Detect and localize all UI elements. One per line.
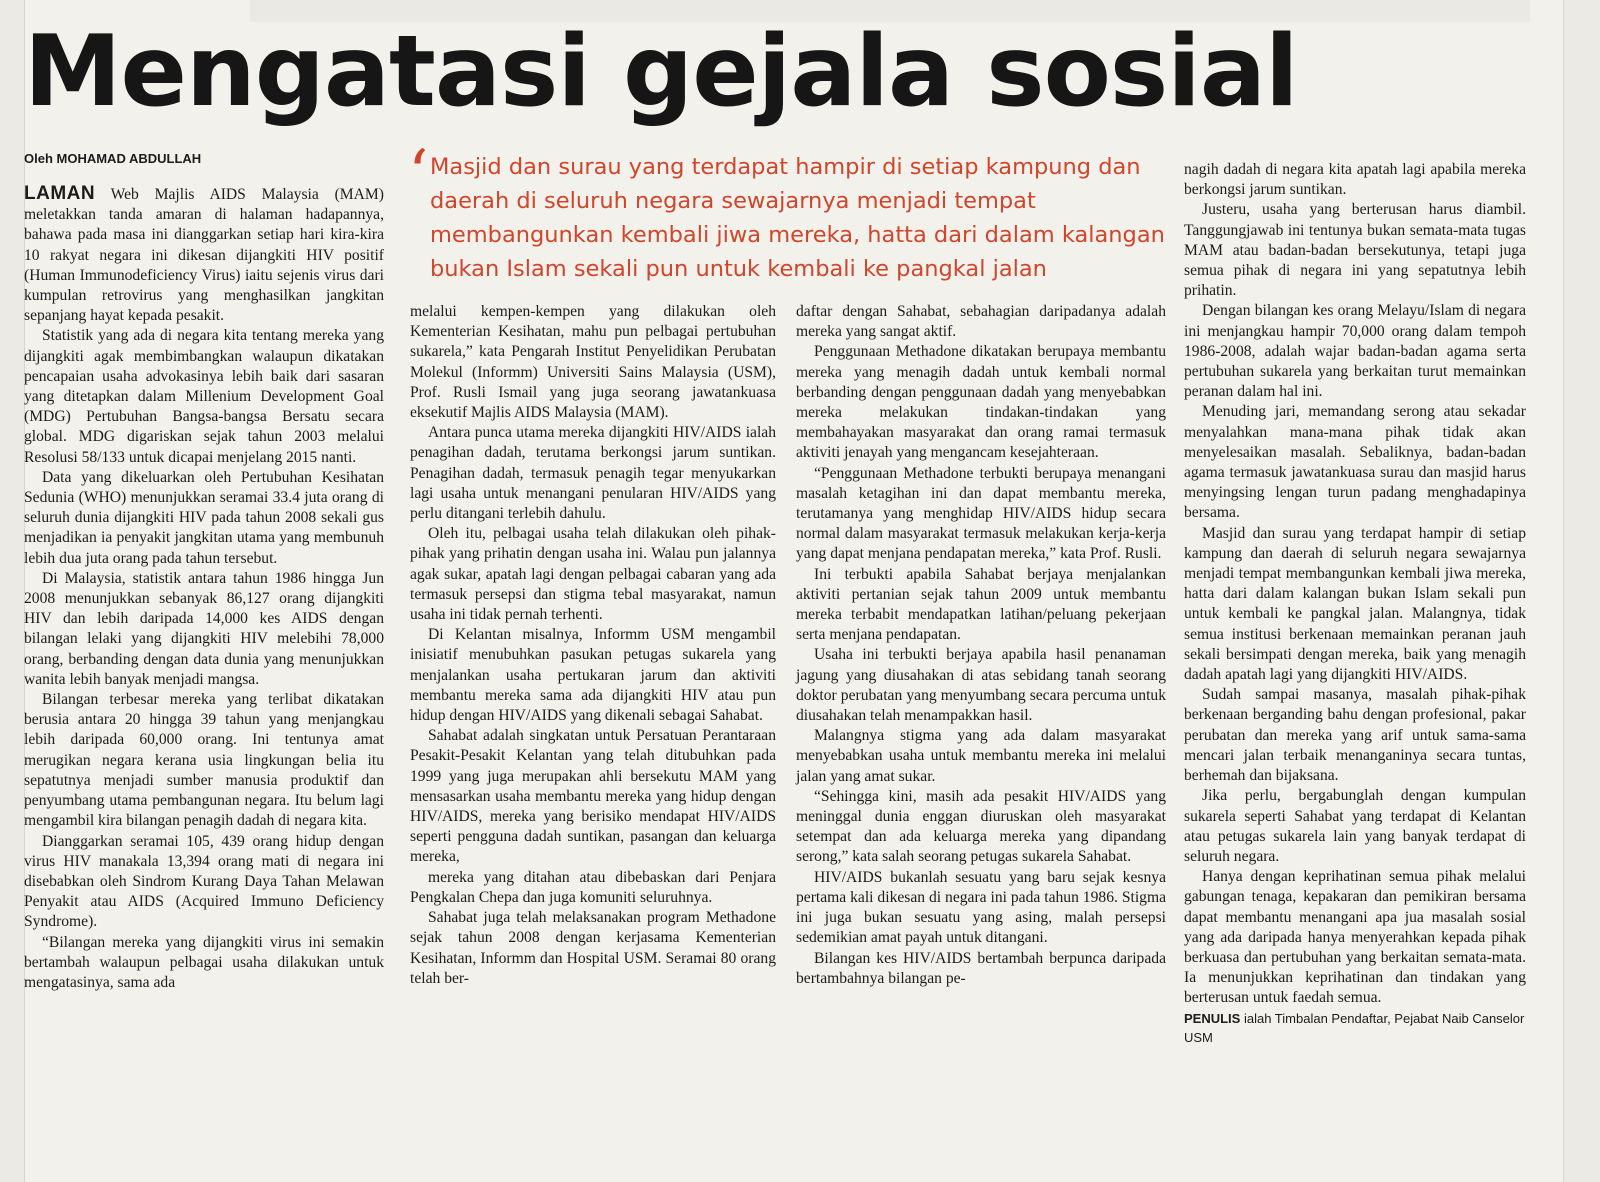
paragraph: “Sehingga kini, masih ada pesakit HIV/AIDS yang meninggal dunia enggan diuruskan oleh masyarakat setempat dan ada keluarga mereka yang dipandang serong,” kata salah seorang petugas sukarela Sahabat. (796, 787, 1166, 866)
paragraph: Penggunaan Methadone dikatakan berupaya membantu mereka yang menagih dadah untuk kembali normal berbanding dengan penggunaan dadah yang menyebabkan mereka melakukan tindakan-tindakan yang membahayakan masyarakat dan orang ramai termasuk aktiviti jenayah yang mengancam kesejahteraan. (796, 343, 1166, 462)
paragraph: nagih dadah di negara kita apatah lagi apabila mereka berkongsi jarum suntikan. (1184, 161, 1526, 199)
article-column-3 (796, 302, 1166, 989)
writer-note-text: ialah Timbalan Pendaftar, Pejabat Naib Canselor USM (1184, 1010, 1525, 1045)
paragraph: Statistik yang ada di negara kita tentang mereka yang dijangkiti agak membimbangkan walaupun dikatakan pencapaian usaha advokasinya lebih baik dari sasaran yang ditetapkan dalam Millenium Development Goal (MDG) Pertubuhan Bangsa-bangsa Bersatu secara global. MDG digariskan sejak tahun 2003 melalui Resolusi 58/133 untuk dicapai menjelang 2015 nanti. (24, 327, 384, 466)
paragraph: Antara punca utama mereka dijangkiti HIV/AIDS ialah penagihan dadah, terutama berkongsi jarum suntikan. Penagihan dadah, termasuk penagih tegar menyukarkan lagi usaha untuk menangani penularan HIV/AIDS yang perlu ditangani terlebih dahulu. (410, 424, 776, 523)
pull-quote (408, 137, 1198, 287)
paragraph: Justeru, usaha yang berterusan harus diambil. Tanggungjawab ini tentunya bukan semata-mata tugas MAM atau badan-badan bersekutunya, tetapi juga semua pihak di negara ini yang sepatutnya lebih prihatin. (1184, 201, 1526, 300)
paragraph: Data yang dikeluarkan oleh Pertubuhan Kesihatan Sedunia (WHO) menunjukkan seramai 33.4 juta orang di seluruh dunia dijangkiti HIV pada tahun 2008 sekali gus menjadikan ia penyakit jangkitan utama yang membunuh lebih dua juta orang pada tahun tersebut. (24, 468, 384, 567)
paragraph: Ini terbukti apabila Sahabat berjaya menjalankan aktiviti pertanian sejak tahun 2009 untuk membantu mereka terbabit mendapatkan latihan/peluang pekerjaan serta menjana pendapatan. (796, 565, 1166, 644)
adjacent-page-left (0, 0, 25, 1182)
pull-quote-text: Masjid dan surau yang terdapat hampir di setiap kampung dan daerah di seluruh negara sewajarnya menjadi tempat membangunkan kembali jiwa mereka, hatta dari dalam kalangan bukan Islam sekali pun untuk kembali ke pangkal jalan (430, 154, 1165, 282)
paragraph: Bilangan terbesar mereka yang terlibat dikatakan berusia antara 20 hingga 39 tahun yang menjangkau lebih daripada 60,000 orang. Ini tentunya amat merugikan negara kerana usia lingkungan belia itu sepatutnya menjadi sumber manusia produktif dan penyumbang utama pembangunan negara. Itu belum lagi mengambil kira bilangan penagih dadah di negara kita. (24, 691, 384, 830)
paragraph: Dengan bilangan kes orang Melayu/Islam di negara ini menjangkau hampir 70,000 orang dalam tempoh 1986-2008, adalah wajar badan-badan agama serta pertubuhan sukarela yang berkaitan turut memainkan peranan dalam hal ini. (1184, 302, 1526, 401)
paragraph: Dianggarkan seramai 105, 439 orang hidup dengan virus HIV manakala 13,394 orang mati di negara ini disebabkan oleh Sindrom Kurang Daya Tahan Melawan Penyakit atau AIDS (Acquired Immuno Deficiency Syndrome). (24, 832, 384, 931)
adjacent-page-right (1563, 0, 1600, 1182)
quote-mark-icon: ‘ (408, 137, 429, 211)
paragraph: mereka yang ditahan atau dibebaskan dari Penjara Pengkalan Chepa dan juga komuniti seluruhnya. (410, 868, 776, 906)
headline: Mengatasi gejala sosial (24, 15, 1298, 129)
article-column-4 (1184, 160, 1526, 1047)
article-column-2 (410, 302, 776, 989)
byline: Oleh MOHAMAD ABDULLAH (24, 151, 202, 166)
paragraph: Oleh itu, pelbagai usaha telah dilakukan oleh pihak-pihak yang prihatin dengan usaha ini. Walau pun jalannya agak sukar, apatah lagi dengan pelbagai cabaran yang ada termasuk persepsi dan stigma tebal masyarakat, namun usaha ini tidak pernah terhenti. (410, 525, 776, 624)
paragraph: Sudah sampai masanya, masalah pihak-pihak berkenaan berganding bahu dengan profesional, pakar perubatan dan mereka yang arif untuk sama-sama mencari jalan terbaik menanganinya secara tuntas, berhemah dan bijaksana. (1184, 686, 1526, 785)
paragraph: Sahabat juga telah melaksanakan program Methadone sejak tahun 2008 dengan kerjasama Kementerian Kesihatan, Informm dan Hospital USM. Seramai 80 orang telah ber- (410, 909, 776, 987)
paragraph: Hanya dengan keprihatinan semua pihak melalui gabungan tenaga, kepakaran dan pemikiran bersama dapat membantu menangani apa jua masalah sosial yang ada daripada hanya menyerahkan kepada pihak berkuasa dan pertubuhan yang berkaitan semata-mata. Ia menunjukkan keprihatinan dan tindakan yang berterusan untuk faedah semua. (1184, 868, 1526, 1007)
paragraph: Malangnya stigma yang ada dalam masyarakat menyebabkan usaha untuk membantu mereka ini melalui jalan yang amat sukar. (796, 727, 1166, 785)
paragraph: Bilangan kes HIV/AIDS bertambah berpunca daripada bertambahnya bilangan pe- (796, 949, 1166, 987)
paragraph: Menuding jari, memandang serong atau sekadar menyalahkan mana-mana pihak tidak akan menyelesaikan masalah. Sebaliknya, badan-badan agama termasuk jawatankuasa surau dan masjid harus menyingsing lengan turun padang menghadapinya bersama. (1184, 403, 1526, 522)
paragraph: HIV/AIDS bukanlah sesuatu yang baru sejak kesnya pertama kali dikesan di negara ini pada tahun 1986. Stigma ini juga bukan sesuatu yang asing, malah persepsi sedemikian amat payah untuk ditangani. (796, 868, 1166, 947)
paragraph: melalui kempen-kempen yang dilakukan oleh Kementerian Kesihatan, mahu pun pelbagai pertubuhan sukarela,” kata Pengarah Institut Penyelidikan Perubatan Molekul (Informm) Universiti Sains Malaysia (USM), Prof. Rusli Ismail yang juga seorang jawatankuasa eksekutif Majlis AIDS Malaysia (MAM). (410, 303, 776, 422)
paragraph: daftar dengan Sahabat, sebahagian daripadanya adalah mereka yang sangat aktif. (796, 303, 1166, 341)
lead-word: LAMAN (24, 183, 96, 204)
lead-text: Web Majlis AIDS Malaysia (MAM) meletakkan tanda amaran di halaman hadapannya, bahawa pada masa ini dianggarkan setiap hari kira-kira 10 rakyat negara ini dikesan dijangkiti HIV positif (Human Immunodeficiency Virus) iaitu sejenis virus dari kumpulan retrovirus yang menghasilkan jangkitan sepanjang hayat kepada pesakit. (24, 186, 384, 325)
paragraph: Jika perlu, bergabunglah dengan kumpulan sukarela seperti Sahabat yang terdapat di Kelantan atau petugas sukarela lain yang banyak terdapat di seluruh negara. (1184, 787, 1526, 865)
paragraph: Usaha ini terbukti berjaya apabila hasil penanaman jagung yang diusahakan di atas sebidang tanah seorang doktor perubatan yang menyumbang secara percuma untuk diusahakan telah menampakkan hasil. (796, 646, 1166, 725)
paragraph: Sahabat adalah singkatan untuk Persatuan Perantaraan Pesakit-Pesakit Kelantan yang telah ditubuhkan pada 1999 yang juga merupakan ahli bersekutu MAM yang mensasarkan usaha membantu mereka yang hidup dengan HIV/AIDS, mereka yang berisiko mendapat HIV/AIDS seperti pengguna dadah suntikan, pasangan dan keluarga mereka, (410, 727, 776, 866)
article-column-1 (24, 184, 384, 993)
paragraph: Di Malaysia, statistik antara tahun 1986 hingga Jun 2008 menunjukkan sebanyak 86,127 orang dijangkiti HIV dan lebih daripada 14,000 kes AIDS dengan bilangan lelaki yang dijangkiti HIV melebihi 78,000 orang, berbanding dengan data dunia yang menunjukkan wanita lebih banyak menjadi mangsa. (24, 569, 384, 688)
paragraph: “Bilangan mereka yang dijangkiti virus ini semakin bertambah walaupun pelbagai usaha dilakukan untuk mengatasinya, sama ada (24, 933, 384, 991)
lead-paragraph (24, 184, 384, 326)
writer-note (1184, 1009, 1526, 1047)
paragraph: Masjid dan surau yang terdapat hampir di setiap kampung dan daerah di seluruh negara sewajarnya menjadi tempat membangunkan kembali jiwa mereka, hatta dari dalam kalangan bukan Islam sekali pun untuk kembali ke pangkal jalan. Malangnya, tidak semua institusi berkenaan memainkan peranan jauh sekali bersimpati dengan mereka, baik yang menagih dadah apatah lagi yang dijangkiti HIV/AIDS. (1184, 524, 1526, 684)
paragraph: “Penggunaan Methadone terbukti berupaya menangani masalah ketagihan ini dan dapat membantu mereka, terutamanya yang menghidap HIV/AIDS hidup secara normal dalam masyarakat termasuk melakukan kerja-kerja yang dapat menjana pendapatan mereka,” kata Prof. Rusli. (796, 464, 1166, 563)
writer-label: PENULIS (1184, 1010, 1241, 1026)
paragraph: Di Kelantan misalnya, Informm USM mengambil inisiatif menubuhkan pasukan petugas sukarela yang menjalankan usaha pertukaran jarum dan aktiviti membantu mereka sama ada dijangkiti HIV atau pun hidup dengan HIV/AIDS yang dikenali sebagai Sahabat. (410, 626, 776, 725)
